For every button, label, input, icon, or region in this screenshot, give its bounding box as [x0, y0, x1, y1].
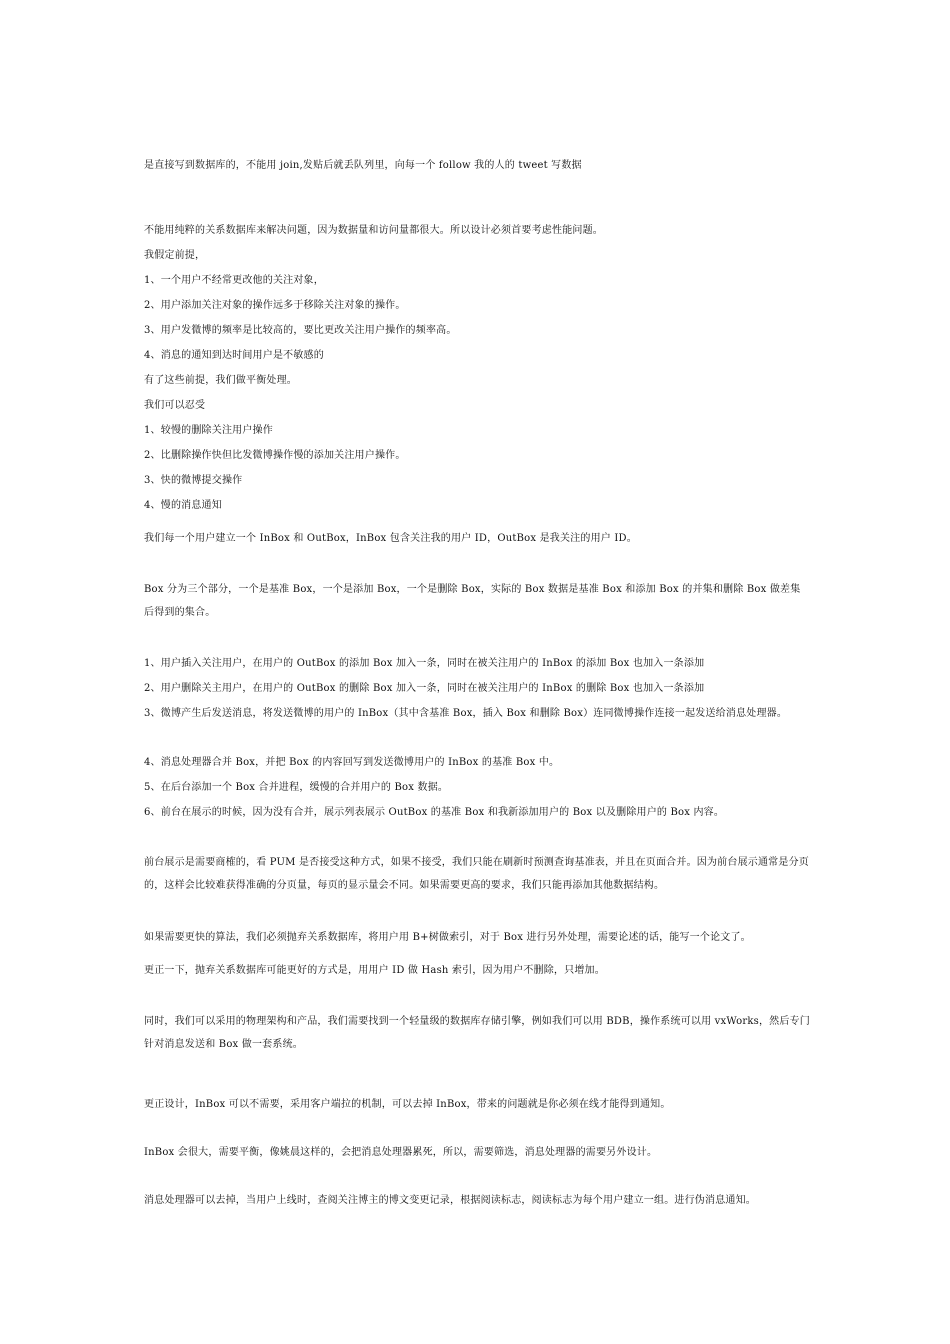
paragraph-line: 不能用纯粹的关系数据库来解决问题，因为数据量和访问量都很大。所以设计必须首要考虑性能问题。	[144, 225, 603, 236]
list-item: 1、较慢的删除关注用户操作	[144, 425, 273, 436]
paragraph: Box 分为三个部分，一个是基准 Box，一个是添加 Box，一个是删除 Box，实际的 Box 数据是基准 Box 和添加 Box 的并集和删除 Box 做差集后得到的集合。	[144, 584, 801, 618]
list-item: 5、在后台添加一个 Box 合并进程，缓慢的合并用户的 Box 数据。	[144, 782, 449, 793]
list-item: 4、消息处理器合并 Box，并把 Box 的内容回写到发送微博用户的 InBox 的基准 Box 中。	[144, 757, 560, 768]
paragraph-line: InBox 会很大，需要平衡，像姚晨这样的，会把消息处理器累死，所以，需要筛选，消息处理器的需要另外设计。	[144, 1147, 658, 1158]
list-item: 3、用户发微博的频率是比较高的，要比更改关注用户操作的频率高。	[144, 325, 457, 336]
list-item: 3、微博产生后发送消息，将发送微博的用户的 InBox（其中含基准 Box，插入 Box 和删除 Box）连同微博操作连接一起发送给消息处理器。	[144, 708, 788, 719]
paragraph-line: 是直接写到数据库的，不能用 join,发贴后就丢队列里，向每一个 follow 我的人的 tweet 写数据	[144, 160, 582, 171]
paragraph: 同时，我们可以采用的物理架构和产品，我们需要找到一个轻量级的数据库存储引擎，例如我们可以用 BDB，操作系统可以用 vxWorks，然后专门针对消息发送和 Box 做一套系统。	[144, 1016, 810, 1050]
paragraph-line: 我假定前提，	[144, 250, 206, 261]
paragraph-line: 我们可以忍受	[144, 400, 206, 411]
list-item: 2、用户删除关主用户，在用户的 OutBox 的删除 Box 加入一条，同时在被关注用户的 InBox 的删除 Box 也加入一条添加	[144, 683, 705, 694]
paragraph-line: 更正一下，抛弃关系数据库可能更好的方式是，用用户 ID 做 Hash 索引，因为用户不删除，只增加。	[144, 965, 605, 976]
list-item: 4、消息的通知到达时间用户是不敏感的	[144, 350, 324, 361]
list-item: 6、前台在展示的时候，因为没有合并，展示列表展示 OutBox 的基准 Box 和我新添加用户的 Box 以及删除用户的 Box 内容。	[144, 807, 725, 818]
paragraph-line: 更正设计，InBox 可以不需要，采用客户端拉的机制，可以去掉 InBox，带来的问题就是你必须在线才能得到通知。	[144, 1099, 671, 1110]
list-item: 2、比删除操作快但比发微博操作慢的添加关注用户操作。	[144, 450, 406, 461]
paragraph-line: 消息处理器可以去掉，当用户上线时，查阅关注博主的博文变更记录，根据阅读标志，阅读标志为每个用户建立一组。进行伪消息通知。	[144, 1195, 756, 1206]
paragraph-line: 如果需要更快的算法，我们必须抛弃关系数据库，将用户用 B+树做索引，对于 Box 进行另外处理，需要论述的话，能写一个论文了。	[144, 932, 751, 943]
paragraph: 前台展示是需要商榷的，看 PUM 是否接受这种方式，如果不接受，我们只能在刷新时预测查询基准表，并且在页面合并。因为前台展示通常是分页的，这样会比较难获得准确的分页量，每页的显示量会不同。如果需要更高的要求，我们只能再添加其他数据结构。	[144, 857, 809, 891]
paragraph-line: 有了这些前提，我们做平衡处理。	[144, 375, 297, 386]
list-item: 3、快的微博提交操作	[144, 475, 243, 486]
list-item: 4、慢的消息通知	[144, 500, 222, 511]
list-item: 2、用户添加关注对象的操作远多于移除关注对象的操作。	[144, 300, 406, 311]
list-item: 1、一个用户不经常更改他的关注对象，	[144, 275, 324, 286]
list-item: 1、用户插入关注用户，在用户的 OutBox 的添加 Box 加入一条，同时在被关注用户的 InBox 的添加 Box 也加入一条添加	[144, 658, 705, 669]
paragraph-line: 我们每一个用户建立一个 InBox 和 OutBox，InBox 包含关注我的用户 ID，OutBox 是我关注的用户 ID。	[144, 533, 637, 544]
